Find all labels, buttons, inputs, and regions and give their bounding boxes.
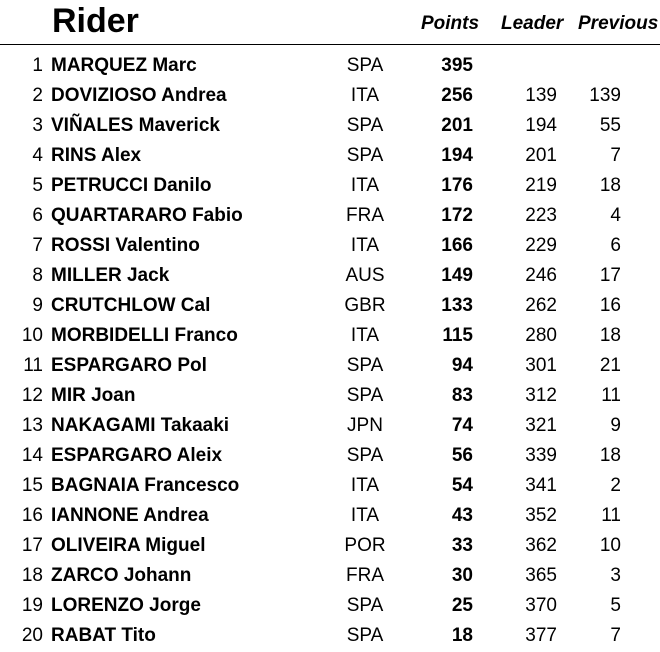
nation-cell: ITA [350, 85, 380, 106]
points-cell: 395 [441, 55, 473, 76]
gap-to-previous-cell: 55 [599, 115, 621, 136]
table-row [0, 621, 660, 651]
position-cell: 14 [21, 445, 43, 466]
points-cell: 201 [441, 115, 473, 136]
points-cell: 172 [441, 205, 473, 226]
gap-to-previous-cell: 3 [610, 565, 621, 586]
table-row [0, 591, 660, 621]
position-cell: 9 [32, 295, 43, 316]
gap-to-leader-cell: 280 [525, 325, 557, 346]
rider-name-cell: ESPARGARO Pol [51, 355, 207, 376]
gap-to-leader-cell: 201 [525, 145, 557, 166]
nation-cell: GBR [344, 295, 386, 316]
gap-to-leader-cell: 339 [525, 445, 557, 466]
table-row [0, 171, 660, 201]
rider-name-cell: ROSSI Valentino [51, 235, 200, 256]
gap-to-previous-cell: 18 [599, 445, 621, 466]
gap-to-previous-cell: 6 [610, 235, 621, 256]
points-column-header: Points [421, 13, 480, 34]
points-cell: 56 [451, 445, 473, 466]
gap-to-previous-cell: 21 [599, 355, 621, 376]
points-cell: 176 [441, 175, 473, 196]
rider-name-cell: RABAT Tito [51, 625, 156, 646]
nation-cell: SPA [346, 355, 384, 376]
nation-cell: ITA [350, 235, 380, 256]
points-cell: 115 [442, 325, 473, 346]
position-cell: 4 [32, 145, 43, 166]
nation-cell: SPA [346, 625, 384, 646]
gap-to-previous-cell: 18 [599, 325, 621, 346]
nation-cell: SPA [346, 595, 384, 616]
gap-to-leader-cell: 341 [525, 475, 557, 496]
rider-name-cell: MILLER Jack [51, 265, 170, 286]
table-row [0, 81, 660, 111]
gap-to-previous-cell: 9 [610, 415, 621, 436]
gap-to-previous-cell: 4 [610, 205, 621, 226]
gap-to-previous-cell: 11 [601, 505, 621, 526]
position-cell: 7 [32, 235, 43, 256]
points-cell: 133 [441, 295, 473, 316]
points-cell: 43 [451, 505, 473, 526]
nation-cell: SPA [346, 115, 384, 136]
nation-cell: FRA [346, 565, 384, 586]
points-cell: 94 [451, 355, 473, 376]
position-cell: 2 [32, 85, 43, 106]
gap-to-previous-cell: 139 [589, 85, 621, 106]
table-row [0, 531, 660, 561]
rider-name-cell: RINS Alex [51, 145, 142, 166]
rider-name-cell: MORBIDELLI Franco [51, 325, 238, 346]
points-cell: 194 [441, 145, 473, 166]
table-row [0, 441, 660, 471]
nation-cell: FRA [346, 205, 384, 226]
nation-cell: ITA [350, 325, 380, 346]
position-cell: 5 [32, 175, 43, 196]
gap-to-leader-cell: 377 [525, 625, 557, 646]
gap-to-leader-cell: 312 [525, 385, 557, 406]
table-row [0, 381, 660, 411]
rider-name-cell: DOVIZIOSO Andrea [51, 85, 227, 106]
table-row [0, 351, 660, 381]
nation-cell: ITA [350, 175, 380, 196]
previous-column-header: Previous [578, 13, 659, 34]
position-cell: 13 [21, 415, 43, 436]
rider-name-cell: ZARCO Johann [51, 565, 192, 586]
position-cell: 12 [21, 385, 43, 406]
rider-name-cell: QUARTARARO Fabio [51, 205, 243, 226]
table-row [0, 291, 660, 321]
page-title: Rider [52, 2, 139, 40]
rider-name-cell: MARQUEZ Marc [51, 55, 197, 76]
position-cell: 6 [32, 205, 43, 226]
gap-to-leader-cell: 246 [525, 265, 557, 286]
rider-name-cell: IANNONE Andrea [51, 505, 209, 526]
table-row [0, 261, 660, 291]
points-cell: 30 [451, 565, 473, 586]
points-cell: 166 [441, 235, 473, 256]
rider-name-cell: NAKAGAMI Takaaki [51, 415, 230, 436]
gap-to-leader-cell: 321 [525, 415, 557, 436]
position-cell: 16 [21, 505, 43, 526]
table-row [0, 141, 660, 171]
nation-cell: SPA [346, 385, 384, 406]
position-cell: 20 [21, 625, 43, 646]
table-row [0, 561, 660, 591]
table-row [0, 201, 660, 231]
rider-name-cell: ESPARGARO Aleix [51, 445, 223, 466]
gap-to-leader-cell: 223 [525, 205, 557, 226]
leader-column-header: Leader [501, 13, 564, 34]
position-cell: 15 [21, 475, 43, 496]
gap-to-leader-cell: 219 [525, 175, 557, 196]
gap-to-leader-cell: 365 [525, 565, 557, 586]
gap-to-previous-cell: 11 [601, 385, 621, 406]
position-cell: 17 [21, 535, 43, 556]
gap-to-previous-cell: 7 [610, 625, 621, 646]
table-row [0, 111, 660, 141]
position-cell: 18 [21, 565, 43, 586]
points-cell: 25 [451, 595, 473, 616]
gap-to-leader-cell: 301 [525, 355, 557, 376]
rider-name-cell: VIÑALES Maverick [51, 115, 220, 136]
gap-to-previous-cell: 7 [610, 145, 621, 166]
nation-cell: POR [344, 535, 386, 556]
table-row [0, 231, 660, 261]
gap-to-previous-cell: 17 [599, 265, 621, 286]
gap-to-leader-cell: 194 [525, 115, 557, 136]
points-cell: 54 [451, 475, 473, 496]
rider-name-cell: PETRUCCI Danilo [51, 175, 212, 196]
points-cell: 33 [451, 535, 473, 556]
gap-to-previous-cell: 18 [599, 175, 621, 196]
nation-cell: AUS [345, 265, 385, 286]
gap-to-leader-cell: 229 [525, 235, 557, 256]
gap-to-previous-cell: 16 [599, 295, 621, 316]
rider-name-cell: OLIVEIRA Miguel [51, 535, 206, 556]
nation-cell: SPA [346, 145, 384, 166]
nation-cell: JPN [347, 415, 383, 436]
position-cell: 8 [32, 265, 43, 286]
gap-to-leader-cell: 352 [525, 505, 557, 526]
position-cell: 19 [21, 595, 43, 616]
points-cell: 83 [451, 385, 473, 406]
rider-name-cell: MIR Joan [51, 385, 136, 406]
gap-to-leader-cell: 362 [525, 535, 557, 556]
position-cell: 10 [21, 325, 43, 346]
gap-to-leader-cell: 370 [525, 595, 557, 616]
points-cell: 74 [451, 415, 473, 436]
points-cell: 149 [441, 265, 473, 286]
position-cell: 11 [23, 355, 43, 376]
rider-name-cell: LORENZO Jorge [51, 595, 201, 616]
table-row [0, 321, 660, 351]
position-cell: 1 [32, 55, 43, 76]
points-cell: 256 [441, 85, 473, 106]
table-row [0, 471, 660, 501]
gap-to-previous-cell: 2 [610, 475, 621, 496]
gap-to-leader-cell: 262 [525, 295, 557, 316]
nation-cell: SPA [346, 55, 384, 76]
nation-cell: ITA [350, 475, 380, 496]
standings-header [0, 0, 660, 44]
nation-cell: SPA [346, 445, 384, 466]
header-divider [0, 44, 660, 45]
table-row [0, 411, 660, 441]
position-cell: 3 [32, 115, 43, 136]
points-cell: 18 [451, 625, 473, 646]
gap-to-previous-cell: 10 [599, 535, 621, 556]
table-row [0, 51, 660, 81]
standings-table [0, 51, 660, 651]
gap-to-previous-cell: 5 [610, 595, 621, 616]
rider-name-cell: CRUTCHLOW Cal [51, 295, 211, 316]
rider-name-cell: BAGNAIA Francesco [51, 475, 240, 496]
gap-to-leader-cell: 139 [525, 85, 557, 106]
table-row [0, 501, 660, 531]
nation-cell: ITA [350, 505, 380, 526]
